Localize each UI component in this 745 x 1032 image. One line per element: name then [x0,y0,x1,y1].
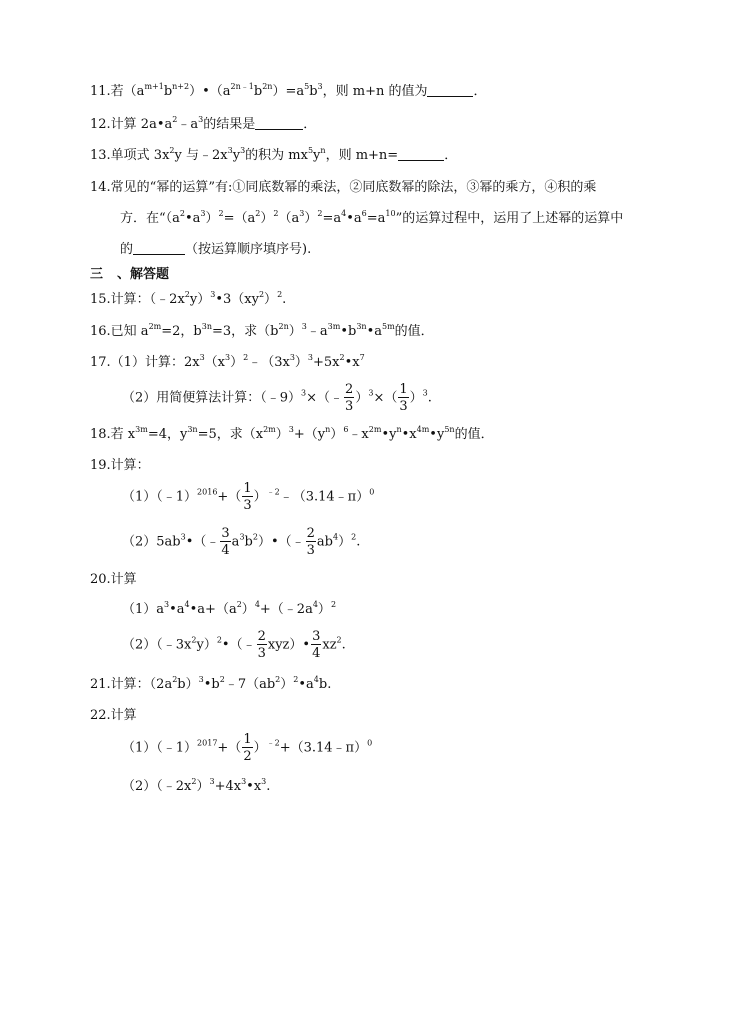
question-20-title [90,570,137,590]
text-segment: ） [338,534,352,550]
text-segment: a [231,534,240,550]
text-segment: 20.计算 [90,572,137,587]
text-segment: 三 [90,267,104,282]
text-segment: . [341,637,346,653]
exponent: 2 [293,675,299,684]
text-segment: 11.若（a [90,84,145,99]
text-segment: 3 [345,399,354,414]
text-segment: •a [366,324,382,339]
exponent: 2m [148,322,162,331]
text-segment: y 与﹣2x [174,148,228,163]
text-segment: •a+（a [189,602,237,617]
text-segment: ”的运算过程中，运用了上述幂的运算中 [395,211,624,226]
text-segment: 2 [345,382,354,397]
fraction [242,482,252,512]
text-segment: •3（xy [215,292,259,307]
text-segment: 的积为 mx [245,148,308,163]
text-segment: 19.计算： [90,458,150,473]
question-19-part-1 [122,482,374,513]
answer-blank[interactable] [255,117,303,130]
exponent: 3n [187,425,198,434]
text-segment: •（﹣ [221,637,256,653]
text-segment: +（3.14﹣π） [279,740,368,756]
text-segment: ） [205,211,219,226]
text-segment: •y [429,427,445,442]
text-segment: . [282,292,287,307]
exponent: 2 [172,675,178,684]
text-segment: 3 [306,543,315,558]
exponent: 3n [201,322,212,331]
exponent: 2016 [197,487,218,497]
fraction [344,383,354,413]
exponent: 0 [369,487,375,497]
question-20-part-1 [122,600,336,620]
text-segment: +（y [293,427,326,442]
text-segment: b） [177,677,199,692]
exponent: 3 [225,353,231,362]
exponent: 2017 [197,738,218,748]
exponent: 2 [172,115,178,124]
exponent: n+2 [172,82,190,91]
exponent: 3 [227,146,233,155]
text-segment: y） [189,292,211,307]
text-segment: 13.单项式 3x [90,148,170,163]
text-segment: （x [204,355,225,370]
text-segment: ﹣x [348,427,369,442]
text-segment: ） [241,602,255,617]
exponent: 3 [198,675,204,684]
exponent: 4m [416,425,430,434]
exponent: 3 [317,82,323,91]
question-22-part-2 [122,777,270,797]
exponent: 2 [218,209,224,218]
text-segment: =2，b [161,324,202,339]
text-segment: ） [409,390,423,406]
text-segment: 22.计算 [90,708,137,723]
exponent: 3 [301,322,307,331]
exponent: 3n [356,322,367,331]
exponent: 2 [277,290,283,299]
text-segment: 12.计算 2a•a [90,117,173,132]
text-segment: xz [322,637,337,653]
exponent: 3 [199,353,205,362]
exponent: 2 [317,209,323,218]
exponent: 4 [313,675,319,684]
exponent: 6 [343,425,349,434]
question-17-part-2 [122,383,432,414]
text-segment: ） [230,355,244,370]
exponent: 7 [359,353,365,362]
text-segment: （1）（﹣1） [122,489,198,505]
exponent: 4 [341,209,347,218]
text-segment: =a [366,211,386,226]
text-segment: ﹣7（ab [224,677,276,692]
text-segment: 1 [243,481,252,496]
exponent: 2 [219,675,225,684]
exponent: 2 [336,635,342,645]
exponent: 2 [351,532,357,542]
exponent: 5m [381,322,395,331]
text-segment: 3 [399,399,408,414]
exponent: ﹣2 [266,487,280,497]
exponent: n [325,425,331,434]
exponent: 2m [368,425,382,434]
text-segment: •y [381,427,397,442]
text-segment: +4x [214,779,242,794]
exponent: 3 [164,600,170,609]
exponent: 4 [184,600,190,609]
text-segment: ﹣（3.14﹣π） [279,489,370,505]
text-segment: y） [196,637,217,653]
text-segment: 1 [243,732,252,747]
text-segment: （1）a [122,602,165,617]
question-19-part-2 [122,527,360,558]
text-segment: 15.计算：（﹣2x [90,292,185,307]
exponent: 2 [236,600,242,609]
text-segment: 的值． [394,324,434,339]
exponent: 2 [339,353,345,362]
exponent: 3 [241,777,247,786]
fraction [306,527,316,557]
exponent: m+1 [144,82,164,91]
exponent: 3 [240,146,246,155]
fraction [257,630,267,660]
text-segment: •b [340,324,357,339]
exponent: 2 [179,209,185,218]
exponent: 3 [301,388,307,398]
exponent: n [320,146,326,155]
text-segment: ） [264,292,278,307]
text-segment: 2 [257,629,266,644]
answer-blank[interactable] [398,148,444,161]
fraction [398,383,408,413]
text-segment: ab [316,534,333,550]
exponent: 3 [180,532,186,542]
text-segment: （2）（﹣3x [122,637,192,653]
text-segment: ） [253,489,267,505]
exponent: 6 [361,209,367,218]
exponent: 10 [385,209,396,218]
text-segment: •a [298,677,314,692]
exponent: 4 [312,600,318,609]
text-segment: +（ [217,489,242,505]
text-segment: +（ [217,740,242,756]
text-segment: 3 [221,526,230,541]
text-segment: ） [260,211,274,226]
question-20-part-2 [122,630,346,661]
question-16 [90,322,434,342]
fraction [220,527,230,557]
exponent: 3 [261,777,267,786]
text-segment: 18.若 x [90,427,136,442]
text-segment: =（a [223,211,256,226]
text-segment: 2 [243,749,252,764]
text-segment: b [309,84,318,99]
text-segment: ，则 m+n 的值为 [322,84,428,99]
text-segment: （a [278,211,300,226]
answer-blank[interactable] [427,84,473,97]
text-segment: 3 [312,629,321,644]
text-segment: 4 [312,646,321,661]
text-segment: +（﹣2a [259,602,313,617]
text-segment: •a [185,211,201,226]
text-segment: ． [473,84,487,99]
exponent: 4 [332,532,339,542]
text-segment: y [232,148,241,163]
text-segment: =a [322,211,342,226]
question-15 [90,290,286,310]
question-11 [90,82,487,102]
text-segment: ）•（﹣ [257,534,305,550]
text-segment: ﹣a [306,324,328,339]
exponent: 2 [258,290,265,299]
fraction [311,630,321,660]
text-segment: ） [294,355,308,370]
exponent: 2 [330,600,337,609]
text-segment: （2）（﹣2x [122,779,192,794]
text-segment: b [244,534,253,550]
text-segment: . [356,534,361,550]
text-segment: （2）用简便算法计算：（﹣9） [122,390,302,406]
question-17-part-1 [90,353,365,373]
text-segment: b [163,84,173,99]
text-segment: •a [346,211,362,226]
exponent: 3 [288,425,294,434]
exponent: 2m [263,425,276,434]
text-segment: ） [330,427,344,442]
text-segment: ） [280,677,294,692]
text-segment: y [313,148,321,163]
exponent: 3 [368,388,374,398]
text-segment: 的结果是 [203,117,256,132]
text-segment: 、解答题 [117,267,170,282]
exponent: n [396,425,402,434]
text-segment: ×（ [373,390,398,406]
text-segment: •x [246,779,262,794]
question-18 [90,425,494,445]
exponent: 0 [367,738,373,748]
exponent: 2 [184,290,190,299]
text-segment: 17.（1）计算：2x [90,355,200,370]
exponent: 2 [275,675,281,684]
question-14-line-2 [120,209,623,229]
text-segment: b [253,84,263,99]
text-segment: ﹣（3x [248,355,290,370]
exponent: 3 [289,353,295,362]
exponent: 2n [262,82,273,91]
exponent: 3 [198,115,204,124]
text-segment: •（﹣ [185,534,220,550]
text-segment: ×（﹣ [306,390,344,406]
text-segment: ） [355,390,369,406]
text-segment: ） [304,211,318,226]
exponent: 5 [307,146,314,155]
exponent: 2 [243,353,249,362]
fraction [242,733,252,763]
text-segment: ） [288,324,302,339]
text-segment: （2）5ab [122,534,181,550]
exponent: 2 [191,635,197,645]
text-segment: ，则 m+n= [325,148,399,163]
exponent: 3 [307,353,314,362]
exponent: 3 [210,290,216,299]
text-segment: 21.计算：（2a [90,677,173,692]
exponent: 2n [278,322,289,331]
text-segment: ） [196,779,210,794]
exponent: 3 [422,388,428,398]
text-segment: 的 [120,242,134,257]
text-segment: ） [275,427,289,442]
exponent: 2 [169,146,175,155]
text-segment: （按运算顺序填序号). [185,242,312,257]
answer-blank[interactable] [133,242,185,255]
text-segment: ． [444,148,458,163]
text-segment: ） [253,740,267,756]
question-22-title [90,706,137,726]
text-segment: xyz）• [267,637,311,653]
text-segment: . [266,779,271,794]
text-segment: •a [169,602,185,617]
text-segment: 3 [257,646,266,661]
question-22-part-1 [122,733,372,764]
text-segment: ）=a [272,84,305,99]
text-segment: ﹣a [177,117,199,132]
text-segment: 1 [399,382,408,397]
text-segment: b. [318,677,332,692]
text-segment: =4，y [147,427,188,442]
question-13 [90,146,457,166]
exponent: 3 [209,777,215,786]
exponent: 2 [252,532,258,542]
exponent: 5n [444,425,455,434]
text-segment: =3，求（b [212,324,279,339]
question-14-line-1 [90,178,596,198]
question-12 [90,115,316,135]
question-14-line-3 [120,240,311,260]
exponent: ﹣2 [266,738,280,748]
text-segment: =5，求（x [197,427,264,442]
text-segment: ） [317,602,331,617]
exponent: 5 [304,82,310,91]
text-segment: •b [203,677,220,692]
text-segment: 16.已知 a [90,324,149,339]
text-segment: •x [401,427,417,442]
text-segment: . [427,390,432,406]
section-heading [90,265,169,285]
exponent: 2 [216,635,222,645]
question-19-title [90,456,150,476]
text-segment: 2 [306,526,315,541]
exponent: 3 [200,209,206,218]
text-segment: ）•（a [189,84,231,99]
text-segment: （1）（﹣1） [122,740,198,756]
text-segment: +5x [313,355,340,370]
text-segment: 4 [221,543,230,558]
exponent: 3 [239,532,245,542]
question-21 [90,675,331,695]
exponent: 2 [273,209,279,218]
text-segment: 方．在“（a [120,211,180,226]
exponent: 2 [255,209,261,218]
text-segment: 14.常见的“幂的运算”有:①同底数幂的乘法，②同底数幂的除法，③幂的乘方，④积的乘 [90,180,597,195]
exponent: 4 [254,600,260,609]
exponent: 3m [327,322,341,331]
text-segment: 的值． [454,427,494,442]
exponent: 2n﹣1 [230,82,254,91]
text-segment: •x [344,355,360,370]
exponent: 3m [135,425,148,434]
text-segment: ． [303,117,317,132]
text-segment: 3 [243,498,252,513]
exponent: 2 [191,777,197,786]
exponent: 3 [299,209,305,218]
